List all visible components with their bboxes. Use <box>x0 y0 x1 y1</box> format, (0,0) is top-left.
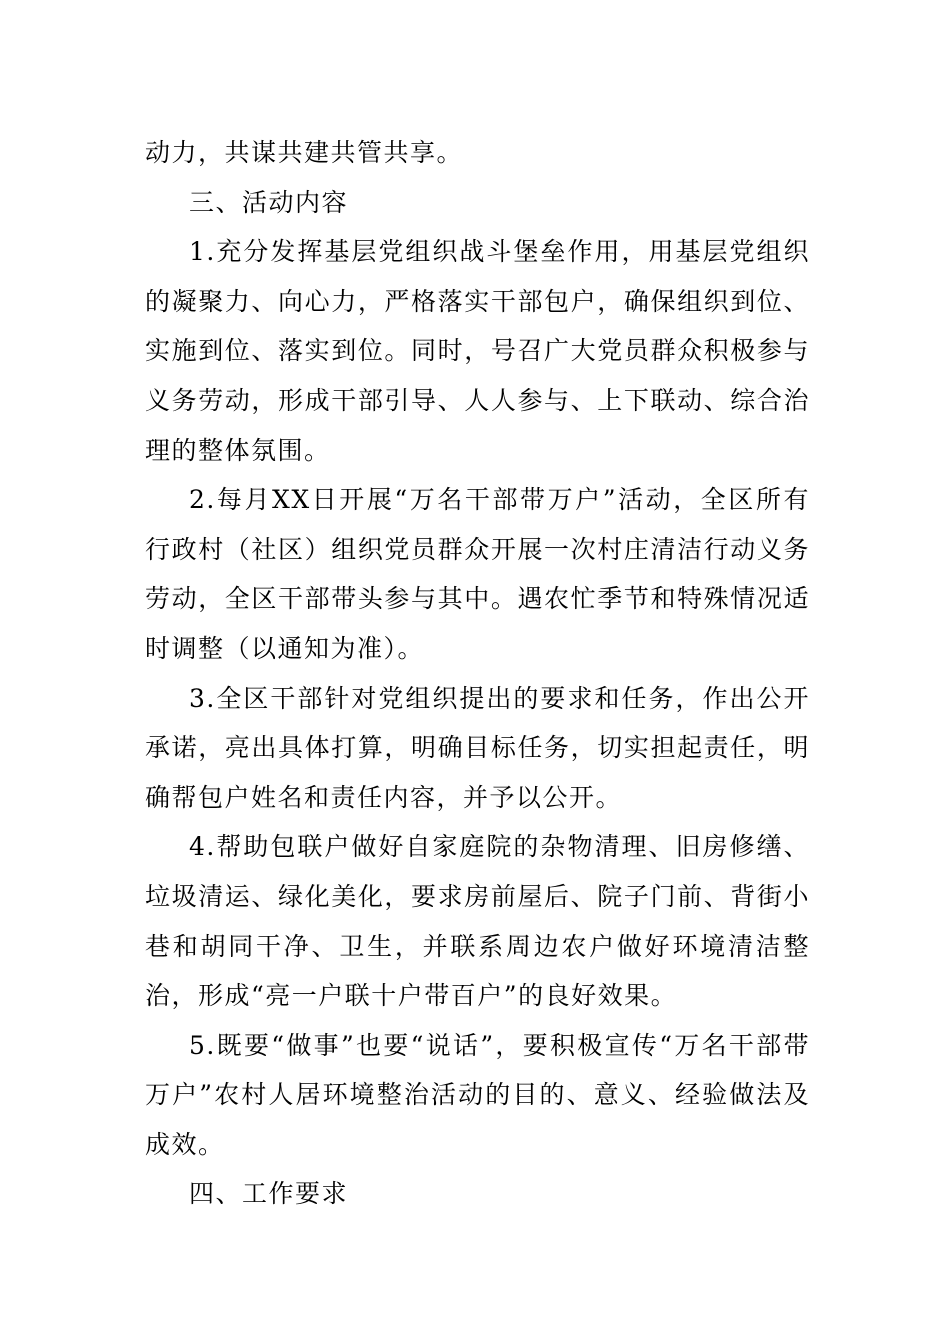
paragraph-item-4: 4.帮助包联户做好自家庭院的杂物清理、旧房修缮、垃圾清运、绿化美化，要求房前屋后、院子门前、背街小巷和胡同干净、卫生，并联系周边农户做好环境清洁整治，形成“亮一户联十户带百户”的良好效果。 <box>145 832 810 1011</box>
paragraph-item-2: 2.每月XX日开展“万名干部带万户”活动，全区所有行政村（社区）组织党员群众开展一次村庄清洁行动义务劳动，全区干部带头参与其中。遇农忙季节和特殊情况适时调整（以通知为准）。 <box>145 485 810 663</box>
section-heading-activity-content: 三、活动内容 <box>189 187 349 217</box>
paragraph-item-5: 5.既要“做事”也要“说话”，要积极宣传“万名干部带万户”农村人居环境整治活动的目的、意义、经验做法及成效。 <box>145 1030 810 1159</box>
document-body <box>145 128 810 1219</box>
paragraph-continuation: 动力，共谋共建共管共享。 <box>145 138 464 167</box>
section-heading-work-requirements: 四、工作要求 <box>189 1179 349 1209</box>
paragraph-item-1: 1.充分发挥基层党组织战斗堡垒作用，用基层党组织的凝聚力、向心力，严格落实干部包户，确保组织到位、实施到位、落实到位。同时，号召广大党员群众积极参与义务劳动，形成干部引导、人人参与、上下联动、综合治理的整体氛围。 <box>145 237 810 465</box>
paragraph-item-3: 3.全区干部针对党组织提出的要求和任务，作出公开承诺，亮出具体打算，明确目标任务，切实担起责任，明确帮包户姓名和责任内容，并予以公开。 <box>145 683 810 812</box>
